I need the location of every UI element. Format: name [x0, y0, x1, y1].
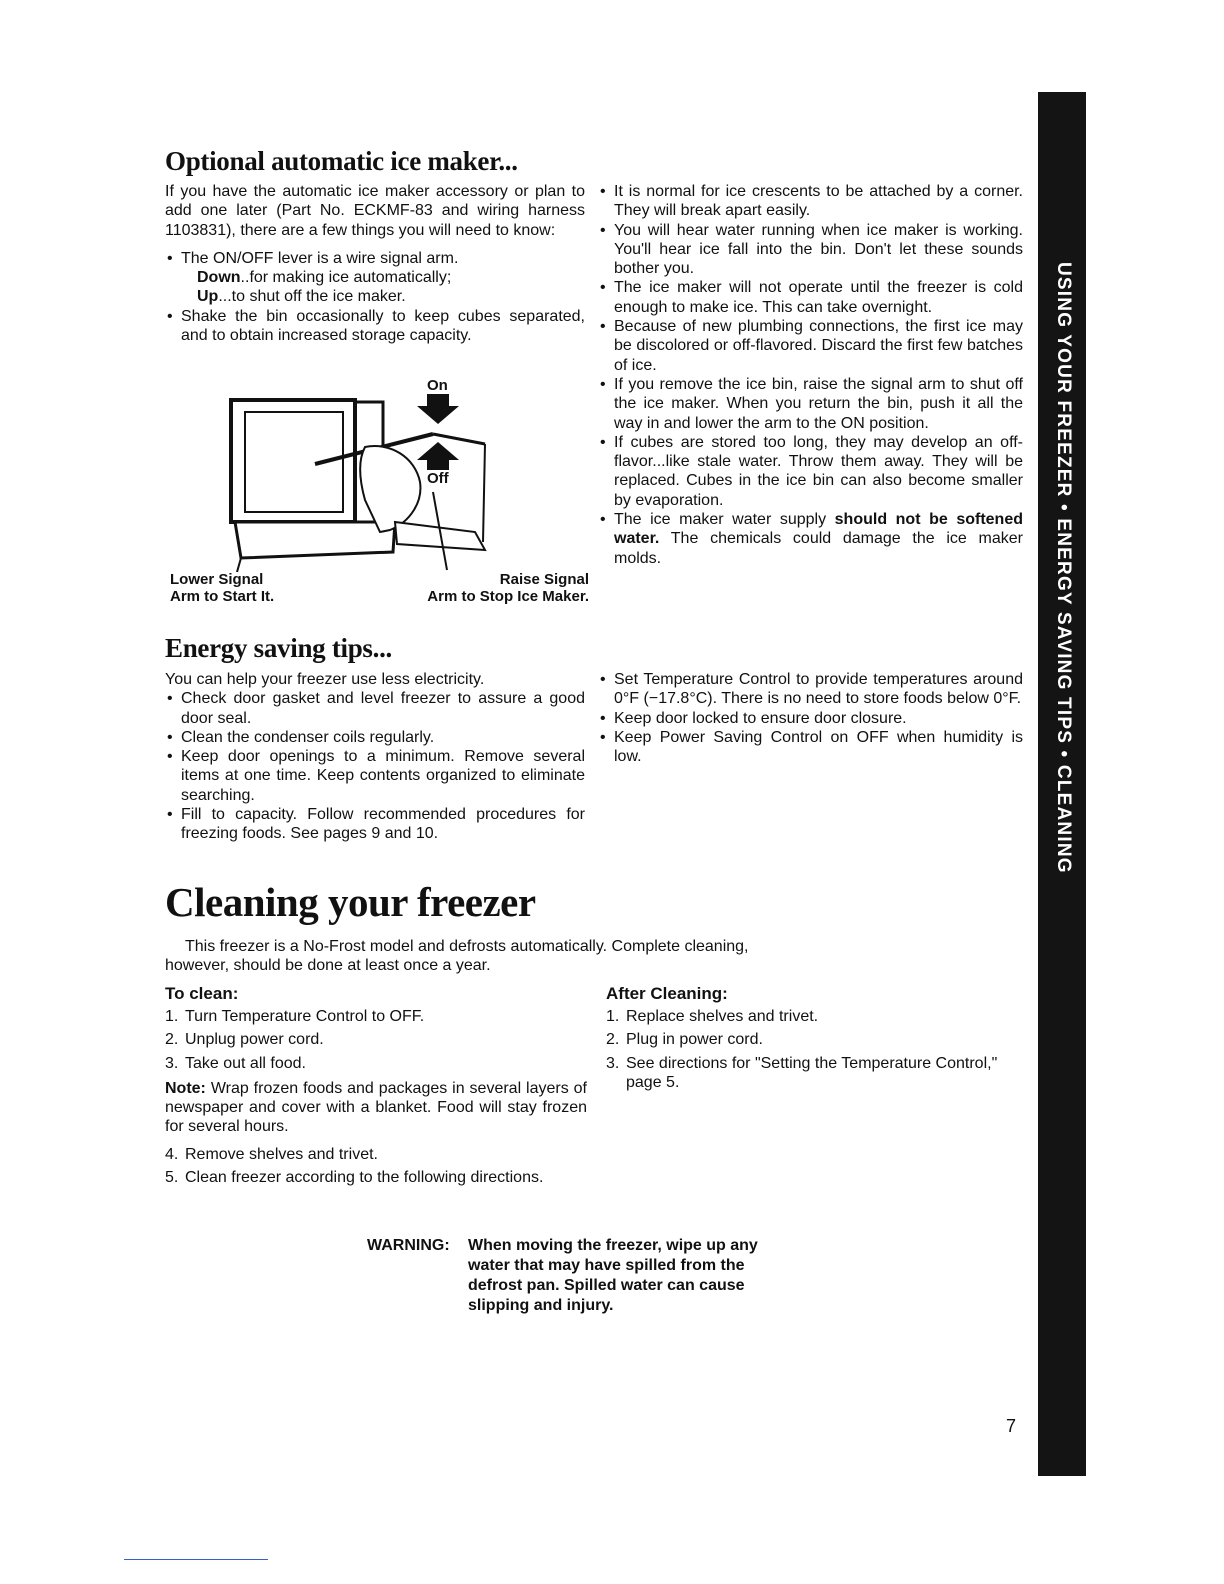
step-text: See directions for "Setting the Temperature Control," page 5. — [626, 1054, 998, 1091]
after-cleaning-heading: After Cleaning: — [606, 984, 728, 1003]
up-label: Up — [197, 288, 219, 306]
ice-maker-tip: • You will hear water running when ice maker is working. You'll hear ice fall into the bin. Don't let these sounds bother you. — [598, 221, 1023, 279]
raise-signal-line1: Raise Signal — [499, 571, 589, 588]
softened-water-pre: The ice maker water supply — [614, 511, 835, 529]
after-step — [606, 1007, 1023, 1026]
up-instruction — [165, 287, 585, 306]
energy-tip: • Keep door locked to ensure door closure. — [598, 709, 1023, 728]
ice-maker-illustration — [165, 372, 595, 572]
section-sidebar-tab — [1038, 92, 1086, 1476]
ice-maker-tip: • Because of new plumbing connections, the first ice may be discolored or off-flavored. Discard the first few batches of ice. — [598, 317, 1023, 375]
note-text: Wrap frozen foods and packages in several layers of newspaper and cover with a blanket. Food will stay frozen for several hours. — [165, 1079, 587, 1136]
energy-tip: • Check door gasket and level freezer to assure a good door seal. — [165, 689, 585, 728]
clean-step — [165, 1054, 587, 1073]
ice-maker-tip: • It is normal for ice crescents to be attached by a corner. They will break apart easily. — [598, 182, 1023, 221]
ice-maker-left-column — [165, 182, 585, 345]
softened-water-tip — [598, 510, 1023, 568]
sidebar-label: USING YOUR FREEZER • ENERGY SAVING TIPS • CLEANING — [1053, 262, 1074, 874]
ice-maker-tip: • If you remove the ice bin, raise the signal arm to shut off the ice maker. When you return the bin, push it all the way in and lower the arm to the ON position. — [598, 375, 1023, 433]
step-text: Turn Temperature Control to OFF. — [185, 1008, 425, 1025]
after-cleaning-column — [606, 985, 1023, 1096]
ice-maker-tip: • The ice maker will not operate until the freezer is cold enough to make ice. This can take overnight. — [598, 278, 1023, 317]
energy-heading: Energy saving tips... — [165, 633, 392, 663]
down-instruction — [165, 268, 585, 287]
step-text: Take out all food. — [185, 1054, 306, 1072]
cleaning-heading: Cleaning your freezer — [165, 879, 536, 925]
energy-tip: • Clean the condenser coils regularly. — [165, 728, 585, 747]
step-number: 3. — [606, 1054, 620, 1072]
ice-maker-tip: • If cubes are stored too long, they may develop an off-flavor...like stale water. Throw them away. They will be replaced. Cubes in the ice bin can also become smaller by evaporation. — [598, 433, 1023, 510]
page-number: 7 — [1006, 1416, 1017, 1436]
energy-right-column — [598, 670, 1023, 766]
step-text: Unplug power cord. — [185, 1031, 324, 1049]
energy-tip: • Keep door openings to a minimum. Remove several items at one time. Keep contents organized to eliminate searching. — [165, 747, 585, 805]
softened-water-bold: should not be softened water. — [614, 511, 1023, 548]
energy-tip: • Fill to capacity. Follow recommended procedures for freezing foods. See pages 9 and 10. — [165, 805, 585, 844]
clean-step — [165, 1145, 587, 1164]
after-step — [606, 1054, 1023, 1093]
raise-signal-line2: Arm to Stop Ice Maker. — [427, 588, 589, 605]
energy-tip: • Set Temperature Control to provide temperatures around 0°F (−17.8°C). There is no need to store foods below 0°F. — [598, 670, 1023, 709]
lower-signal-label — [170, 571, 274, 605]
step-text: Plug in power cord. — [626, 1031, 763, 1049]
step-number: 1. — [606, 1008, 620, 1025]
step-number: 5. — [165, 1169, 179, 1187]
step-text: Clean freezer according to the following directions. — [185, 1169, 544, 1187]
energy-left-column — [165, 670, 585, 844]
step-number: 2. — [606, 1031, 620, 1049]
step-text: Remove shelves and trivet. — [185, 1145, 378, 1163]
step-number: 1. — [165, 1008, 179, 1025]
ice-maker-bullet: • The ON/OFF lever is a wire signal arm. — [165, 249, 585, 268]
note-label: Note: — [165, 1079, 206, 1097]
to-clean-column — [165, 985, 587, 1191]
ice-maker-intro: If you have the automatic ice maker accessory or plan to add one later (Part No. ECKMF-83 and wiring harness 1103831), there are a few things you will need to know: — [165, 183, 585, 239]
down-label: Down — [197, 269, 241, 287]
ice-maker-bullet: • Shake the bin occasionally to keep cubes separated, and to obtain increased storage capacity. — [165, 307, 585, 346]
softened-water-post: The chemicals could damage the ice maker molds. — [614, 530, 1023, 567]
step-number: 3. — [165, 1054, 179, 1072]
warning-text: When moving the freezer, wipe up any water that may have spilled from the defrost pan. Spilled water can cause slipping and injury. — [468, 1237, 758, 1314]
step-number: 4. — [165, 1145, 179, 1163]
off-label: Off — [427, 470, 449, 487]
warning-label: WARNING: — [367, 1237, 450, 1254]
energy-tip: • Keep Power Saving Control on OFF when humidity is low. — [598, 728, 1023, 767]
lower-signal-line2: Arm to Start It. — [170, 588, 275, 605]
energy-intro: You can help your freezer use less electricity. — [165, 671, 485, 688]
ice-maker-right-column — [598, 182, 1023, 568]
after-step — [606, 1030, 1023, 1049]
clean-step — [165, 1030, 587, 1049]
cleaning-intro: This freezer is a No-Frost model and defrosts automatically. Complete cleaning, however, should be done at least once a year. — [165, 938, 749, 975]
to-clean-heading: To clean: — [165, 984, 239, 1003]
step-number: 2. — [165, 1031, 179, 1049]
clean-step — [165, 1168, 585, 1187]
up-text: ...to shut off the ice maker. — [218, 288, 406, 306]
down-text: ..for making ice automatically; — [240, 269, 452, 287]
raise-signal-label — [427, 571, 589, 605]
ice-maker-figure — [165, 372, 595, 612]
footer-rule — [124, 1559, 268, 1560]
step-text: Replace shelves and trivet. — [626, 1008, 819, 1025]
on-label: On — [427, 377, 448, 394]
ice-maker-heading: Optional automatic ice maker... — [165, 146, 518, 176]
clean-step — [165, 1007, 587, 1026]
cleaning-note — [165, 1079, 587, 1137]
lower-signal-line1: Lower Signal — [170, 571, 264, 588]
